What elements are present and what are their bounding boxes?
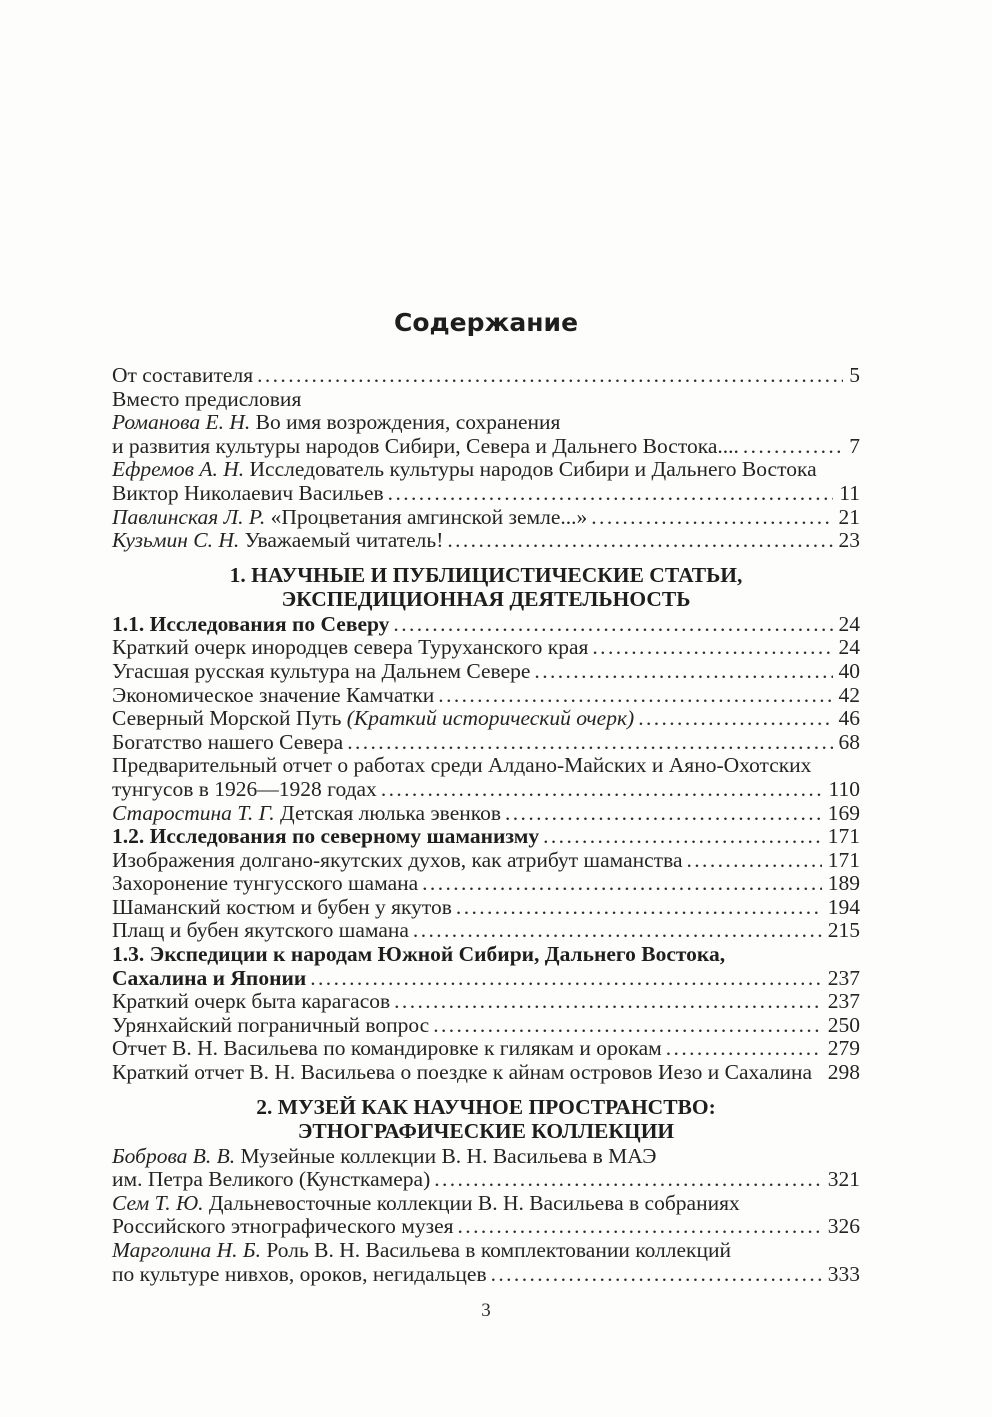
toc-entry: [112, 1192, 860, 1216]
toc-entry-title-text: Музейные коллекции В. Н. Васильева в МАЭ: [235, 1143, 657, 1168]
toc-page-number: 23: [838, 528, 860, 553]
toc-entry-text: [112, 388, 301, 412]
toc-entry-title-text: Шаманский костюм и бубен у якутов: [112, 894, 452, 919]
dotted-leader: [592, 636, 832, 660]
dotted-leader: [347, 731, 832, 755]
toc-entry-title-text: Экономическое значение Камчатки: [112, 682, 435, 707]
toc-entry: [112, 1037, 860, 1061]
toc-entry-text: [112, 707, 634, 731]
dotted-leader: [687, 849, 822, 873]
toc-page-number: 215: [827, 918, 860, 943]
dotted-leader: [534, 660, 832, 684]
toc-page-number: 279: [827, 1036, 860, 1061]
toc-page-number: 110: [828, 776, 860, 801]
toc-entry-title-text: Сахалина и Японии: [112, 965, 307, 990]
toc-entry-author: Романова Е. Н.: [112, 410, 251, 435]
toc-page-number: 24: [838, 635, 860, 660]
toc-entry: [112, 919, 860, 943]
dotted-leader: [433, 1014, 822, 1038]
toc-entry: [112, 411, 860, 435]
toc-entry-title-text: Вместо предисловия: [112, 386, 302, 411]
toc-entry-text: [112, 1168, 430, 1192]
dotted-leader: [743, 435, 843, 459]
toc-page-number: 171: [827, 824, 860, 849]
toc-page-number: 7: [849, 433, 860, 458]
toc-entry-author: Старостина Т. Г.: [112, 800, 275, 825]
dotted-leader: [422, 872, 822, 896]
toc-entry: [112, 825, 860, 849]
toc-entry-text: [112, 506, 587, 530]
toc-entry-text: [112, 1192, 740, 1216]
dotted-leader: [447, 529, 832, 553]
dotted-leader: [388, 482, 834, 506]
toc-entry-author: Ефремов А. Н.: [112, 457, 245, 482]
toc-page-number: 237: [827, 965, 860, 990]
toc-entry-text: [112, 990, 390, 1014]
toc-entry: [112, 967, 860, 991]
dotted-leader: [310, 967, 822, 991]
toc-entry-text: [112, 896, 452, 920]
toc-page-number: 40: [838, 658, 860, 683]
toc-page-number: 11: [839, 480, 860, 505]
dotted-leader: [257, 364, 843, 388]
toc-entry: [112, 943, 860, 967]
toc-entry-title-text: Российского этнографического музея: [112, 1214, 454, 1239]
toc-entry: [112, 778, 860, 802]
toc-entry: [112, 1014, 860, 1038]
section-heading-line: 2. МУЗЕЙ КАК НАУЧНОЕ ПРОСТРАНСТВО:: [256, 1094, 716, 1119]
toc-page-number: 250: [827, 1012, 860, 1037]
table-of-contents: [112, 364, 860, 1286]
toc-entry: [112, 1215, 860, 1239]
dotted-leader: [491, 1263, 822, 1287]
page-title: Содержание: [393, 308, 579, 337]
dotted-leader: [591, 506, 832, 530]
toc-entry: [112, 636, 860, 660]
toc-entry-text: [112, 754, 811, 778]
toc-entry-text: [112, 802, 501, 826]
toc-entry-text: [112, 1014, 429, 1038]
toc-entry: [112, 849, 860, 873]
toc-entry-text: [112, 919, 409, 943]
toc-entry-text: [112, 1037, 662, 1061]
toc-entry-text: [112, 1215, 454, 1239]
toc-entry: [112, 458, 860, 482]
toc-page-number: 68: [838, 729, 860, 754]
toc-content: [112, 308, 860, 1286]
toc-entry-title-text: Урянхайский пограничный вопрос: [112, 1012, 430, 1037]
toc-entry-title-text: Виктор Николаевич Васильев: [112, 480, 384, 505]
toc-entry-title-text: Краткий отчет В. Н. Васильева о поездке к айнам островов Иезо и Сахалина: [112, 1060, 813, 1085]
toc-entry-text: [112, 1239, 731, 1263]
dotted-leader: [505, 802, 822, 826]
toc-entry-title-text: Богатство нашего Севера: [112, 729, 344, 754]
toc-entry: [112, 364, 860, 388]
toc-entry: [112, 731, 860, 755]
toc-entry: [112, 754, 860, 778]
toc-entry-text: [112, 364, 253, 388]
toc-entry: [112, 388, 860, 412]
section-heading: [112, 563, 860, 611]
toc-page-number: 42: [838, 682, 860, 707]
toc-page-number: 194: [827, 894, 860, 919]
toc-entry-text: [112, 613, 389, 637]
toc-entry-author: Кузьмин С. Н.: [112, 528, 240, 553]
toc-page-number: 21: [838, 504, 860, 529]
toc-entry-text: [112, 482, 384, 506]
toc-entry-title-text: Исследователь культуры народов Сибири и Дальнего Востока: [244, 457, 817, 482]
toc-entry: [112, 1239, 860, 1263]
toc-entry: [112, 482, 860, 506]
folio-page-number: 3: [481, 1300, 491, 1321]
toc-entry-text: [112, 943, 725, 967]
toc-entry: [112, 435, 860, 459]
toc-page-number: 237: [827, 989, 860, 1014]
dotted-leader: [456, 896, 822, 920]
toc-entry: [112, 506, 860, 530]
dotted-leader: [438, 684, 832, 708]
toc-page-number: 5: [849, 363, 860, 387]
toc-entry-text: [112, 825, 539, 849]
toc-entry-text: [112, 411, 560, 435]
toc-entry-title-text: им. Петра Великого (Кунсткамера): [112, 1167, 431, 1192]
toc-entry-title-text: Краткий очерк быта карагасов: [112, 989, 391, 1014]
section-heading: [112, 1095, 860, 1143]
toc-entry-title-text: Детская люлька эвенков: [274, 800, 501, 825]
toc-entry-text: [112, 660, 530, 684]
toc-entry: [112, 707, 860, 731]
toc-entry: [112, 1168, 860, 1192]
section-heading-line: ЭТНОГРАФИЧЕСКИЕ КОЛЛЕКЦИИ: [297, 1118, 675, 1143]
toc-entry: [112, 1061, 860, 1085]
toc-entry-text: [112, 1263, 487, 1287]
toc-entry-text: [112, 849, 683, 873]
toc-entry-text: [112, 636, 588, 660]
toc-entry-title-text: по культуре нивхов, ороков, негидальцев: [112, 1261, 487, 1286]
section-heading-line: 1. НАУЧНЫЕ И ПУБЛИЦИСТИЧЕСКИЕ СТАТЬИ,: [229, 562, 743, 587]
toc-entry: [112, 1263, 860, 1287]
toc-entry-title-text: Во имя возрождения, сохранения: [250, 410, 561, 435]
toc-page-number: 298: [827, 1060, 860, 1085]
toc-entry: [112, 872, 860, 896]
toc-entry-text: [112, 967, 306, 991]
toc-entry-title-text: тунгусов в 1926—1928 годах: [112, 776, 377, 801]
toc-entry-text: [112, 684, 434, 708]
toc-entry-text: [112, 1061, 812, 1085]
toc-entry-title-text: «Процветания амгинской земле...»: [265, 504, 588, 529]
dotted-leader: [638, 707, 832, 731]
toc-entry-title-text: От составителя: [112, 363, 254, 387]
toc-entry: [112, 1145, 860, 1169]
toc-entry-title-text: Роль В. Н. Васильева в комплектовании коллекций: [260, 1238, 732, 1262]
toc-entry-title-text: Угасшая русская культура на Дальнем Севере: [112, 658, 531, 683]
dotted-leader: [381, 778, 823, 802]
toc-entry-title-text: Плащ и бубен якутского шамана: [112, 918, 409, 943]
toc-page-number: 333: [827, 1261, 860, 1286]
dotted-leader: [394, 990, 822, 1014]
toc-entry-title-text: Отчет В. Н. Васильева по командировке к гилякам и орокам: [112, 1036, 662, 1061]
toc-page-number: 326: [827, 1214, 860, 1239]
toc-entry-author: Марголина Н. Б.: [112, 1238, 261, 1262]
toc-entry-title-text: Предварительный отчет о работах среди Алдано-Майских и Аяно-Охотских: [112, 753, 812, 778]
toc-entry-text: [112, 435, 739, 459]
toc-entry-title-text: 1.2. Исследования по северному шаманизму: [112, 824, 540, 849]
toc-entry-title-text: Краткий очерк инородцев севера Туруханского края: [112, 635, 589, 660]
toc-page-number: 46: [838, 706, 860, 731]
toc-entry-title-text: Северный Морской Путь: [112, 706, 347, 731]
toc-entry: [112, 660, 860, 684]
toc-page-number: 169: [827, 800, 860, 825]
toc-page-number: 24: [838, 611, 860, 636]
toc-entry-text: [112, 458, 817, 482]
toc-entry: [112, 896, 860, 920]
toc-entry-title-text: Изображения долгано-якутских духов, как атрибут шаманства: [112, 847, 683, 872]
toc-entry-title-text: 1.3. Экспедиции к народам Южной Сибири, Дальнего Востока,: [112, 942, 726, 967]
toc-page-number: 321: [827, 1167, 860, 1192]
dotted-leader: [434, 1168, 822, 1192]
toc-entry: [112, 684, 860, 708]
toc-entry-author: (Краткий исторический очерк): [346, 706, 635, 731]
toc-entry-author: Павлинская Л. Р.: [112, 504, 266, 529]
dotted-leader: [458, 1215, 822, 1239]
toc-entry-text: [112, 778, 377, 802]
toc-entry-title-text: Уважаемый читатель!: [239, 528, 444, 553]
dotted-leader: [543, 825, 822, 849]
toc-entry-text: [112, 731, 343, 755]
dotted-leader: [666, 1037, 822, 1061]
toc-entry-text: [112, 529, 443, 553]
toc-entry-title-text: Дальневосточные коллекции В. Н. Васильева в собраниях: [203, 1190, 740, 1215]
dotted-leader: [393, 613, 832, 637]
toc-entry: [112, 613, 860, 637]
toc-entry: [112, 990, 860, 1014]
toc-entry: [112, 529, 860, 553]
toc-entry-author: Сем Т. Ю.: [112, 1190, 204, 1215]
section-heading-line: ЭКСПЕДИЦИОННАЯ ДЕЯТЕЛЬНОСТЬ: [281, 586, 691, 611]
dotted-leader: [413, 919, 822, 943]
toc-entry: [112, 802, 860, 826]
toc-page-number: 189: [827, 871, 860, 896]
toc-entry-title-text: и развития культуры народов Сибири, Севера и Дальнего Востока....: [112, 433, 739, 458]
toc-page-number: 171: [827, 847, 860, 872]
toc-entry-text: [112, 1145, 656, 1169]
toc-entry-text: [112, 872, 418, 896]
toc-entry-title-text: Захоронение тунгусского шамана: [112, 871, 419, 896]
toc-entry-title-text: 1.1. Исследования по Северу: [112, 611, 390, 636]
toc-entry-author: Боброва В. В.: [112, 1143, 236, 1168]
